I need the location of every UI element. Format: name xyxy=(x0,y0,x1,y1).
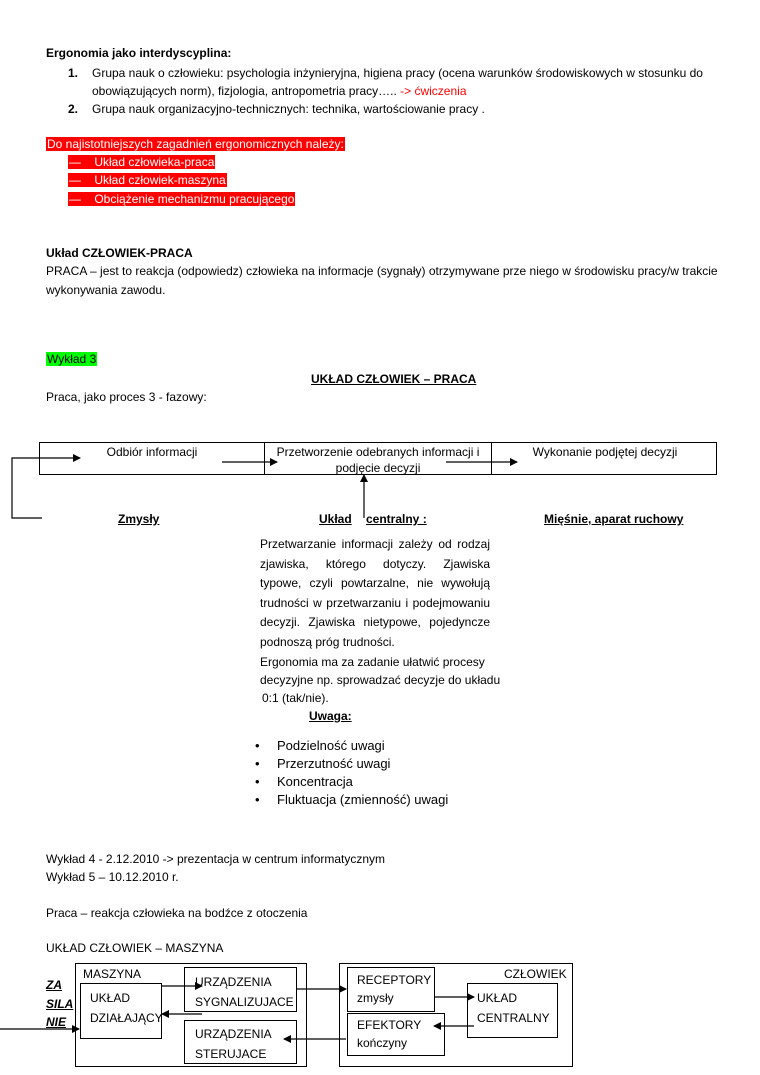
section3-line2: wykonywania zawodu. xyxy=(46,283,166,297)
receptory-line1: RECEPTORY xyxy=(357,973,432,987)
list-number: 1. xyxy=(68,66,79,80)
section3-line1: PRACA – jest to reakcja (odpowiedz) człowieka na informacje (sygnały) otrzymywane prze niego w środowisku pracy/w trakcie xyxy=(46,264,718,278)
list-item-1-text: obowiązujących norm), fizjologia, antropometria pracy….. xyxy=(92,84,401,98)
phase-2: Przetworzenie odebranych informacji i podjęcie decyzji xyxy=(276,445,480,475)
efektory-line1: EFEKTORY xyxy=(357,1018,422,1032)
uwaga-heading: Uwaga: xyxy=(309,709,352,723)
phase-1: Odbiór informacji xyxy=(106,445,198,459)
dash-item: — Obciążenie mechanizmu pracującego xyxy=(69,192,295,206)
lecture5: Wykład 5 – 10.12.2010 r. xyxy=(46,870,179,884)
urz-ster-line2: STERUJACE xyxy=(195,1047,267,1061)
exercises-note: -> ćwiczenia xyxy=(400,84,467,98)
lecture3-label: Wykład 3 xyxy=(47,352,97,366)
list-item-1-line1: Grupa nauk o człowieku: psychologia inżynieryjna, higiena pracy (ocena warunków środowiskowych w stosunku do xyxy=(92,66,703,80)
processing-paragraph: Przetwarzanie informacji zależy od rodzaj zjawiska, którego dotyczy. Zjawiska typowe, czyli powtarzalne, nie wywołują trudności w przetwarzaniu i podejmowaniu decyzji. Zjawiska nietypowe, pojedyncze podnoszą próg trudności. xyxy=(260,537,490,649)
list-item-2: Grupa nauk organizacyjno-technicznych: technika, wartościowanie pracy . xyxy=(92,102,485,116)
maszyna-label: MASZYNA xyxy=(83,967,142,981)
ergonomia-line1: Ergonomia ma za zadanie ułatwić procesy xyxy=(260,655,485,669)
dash-item: — Układ człowieka-praca xyxy=(69,155,215,169)
label-centralny: centralny : xyxy=(366,512,427,526)
lecture3-title: UKŁAD CZŁOWIEK – PRACA xyxy=(311,372,477,386)
ergonomia-line2: decyzyjne np. sprowadzać decyzje do układu xyxy=(260,673,501,687)
section2-heading: Do najistotniejszych zagadnień ergonomicznych należy: xyxy=(47,137,344,151)
uklad-centralny-line1: UKŁAD xyxy=(477,991,518,1005)
uklad-dzialajacy-line2: DZIAŁAJĄCY xyxy=(90,1011,163,1025)
lecture4: Wykład 4 - 2.12.2010 -> prezentacja w centrum informatycznym xyxy=(46,852,386,866)
ergonomia-line3: 0:1 (tak/nie). xyxy=(262,691,329,705)
dash-item: — Układ człowiek-maszyna xyxy=(69,173,226,187)
efektory-line2: kończyny xyxy=(357,1036,408,1050)
phase-3: Wykonanie podjętej decyzji xyxy=(532,445,678,459)
label-uklad: Układ xyxy=(319,512,352,526)
section1-heading: Ergonomia jako interdyscyplina: xyxy=(46,46,232,60)
lecture3-intro: Praca, jako proces 3 - fazowy: xyxy=(46,390,207,404)
urz-ster-line1: URZĄDZENIA xyxy=(195,1027,272,1041)
list-number: 2. xyxy=(68,102,79,116)
label-zmysly: Zmysły xyxy=(118,512,160,526)
uklad-dzialajacy-line1: UKŁAD xyxy=(90,991,131,1005)
zasilanie-1: ZA xyxy=(46,978,62,992)
czlowiek-label: CZŁOWIEK xyxy=(504,967,567,981)
section3-heading: Układ CZŁOWIEK-PRACA xyxy=(46,246,193,260)
zasilanie-2: SILA xyxy=(46,997,74,1011)
uklad-centralny-line2: CENTRALNY xyxy=(477,1011,550,1025)
zasilanie-3: NIE xyxy=(46,1015,67,1029)
urz-sygn-line2: SYGNALIZUJACE xyxy=(195,995,294,1009)
praca-definition: Praca – reakcja człowieka na bodźce z otoczenia xyxy=(46,906,308,920)
label-miesnie: Mięśnie, aparat ruchowy xyxy=(544,512,684,526)
machine-title: UKŁAD CZŁOWIEK – MASZYNA xyxy=(46,941,224,955)
receptory-line2: zmysły xyxy=(357,991,394,1005)
urz-sygn-line1: URZĄDZENIA xyxy=(195,975,272,989)
